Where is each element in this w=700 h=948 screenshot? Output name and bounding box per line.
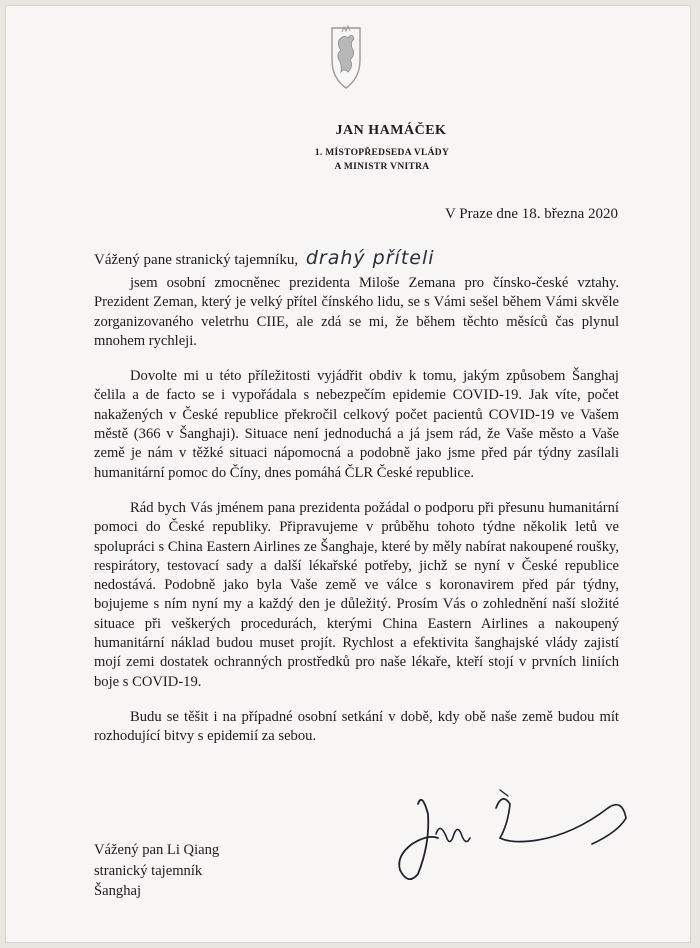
sender-role-line-2: A MINISTR VNITRA xyxy=(334,162,430,172)
recipient-block xyxy=(94,840,219,902)
salutation-text: Vážený pane stranický tajemníku, xyxy=(94,252,299,268)
letter-body xyxy=(94,274,619,763)
paragraph-4: Budu se těšit i na případné osobní setkání v době, kdy obě naše země budou mít rozhodující bitvy s epidemií za sebou. xyxy=(94,708,619,745)
salutation xyxy=(94,247,435,269)
handwritten-signature xyxy=(378,774,636,894)
paragraph-2: Dovolte mi u této příležitosti vyjádřit obdiv k tomu, jakým způsobem Šanghaj čelila a de facto se i vypořádala s nebezpečím epidemie COVID-19. Jak víte, počet nakažených v České republice překročil celkový počet pacientů COVID-19 ve Vašem městě (366 v Šanghaji). Situace není jednoduchá a já jsem rád, že Vaše město a Vaše země je nám v těžké situaci nápomocná a podobně jako jsme před pár týdny zasílali humanitární pomoc do Číny, dnes pomáhá ČLR České republice. xyxy=(94,368,619,481)
czech-lion-emblem-icon xyxy=(326,20,366,92)
sender-name: JAN HAMÁČEK xyxy=(335,123,447,138)
sender-role-line-1: 1. MÍSTOPŘEDSEDA VLÁDY xyxy=(314,148,450,158)
sender-role xyxy=(276,146,488,174)
recipient-name: Vážený pan Li Qiang xyxy=(94,842,220,858)
letter-date: V Praze dne 18. března 2020 xyxy=(445,206,618,222)
recipient-title: stranický tajemník xyxy=(94,862,203,879)
recipient-city: Šanghaj xyxy=(94,883,142,899)
paragraph-3: Rád bych Vás jménem pana prezidenta požádal o podporu při přesunu humanitární pomoci do České republiky. Připravujeme v průběhu tohoto týdne několik letů ve spolupráci s China Eastern Airlines ze Šanghaje, které by měly nabírat nakoupené roušky, respirátory, testovací sady a další lékařské potřeby, jichž se nyní v České republice nedostává. Podobně jako byla Vaše země ve válce s koronavirem před pár týdny, bojujeme s ním nyní my a každý den je důležitý. Prosím Vás o zohlednění naší složité situace při veškerých procedurách, kterými China Eastern Airlines a nakoupený humanitární náklad budou muset projít. Rychlost a efektivita šanghajské vlády zajistí mojí zemi dostatek ochranných prostředků pro naše lékaře, kteří stojí v prvních liniích boje s COVID-19. xyxy=(94,499,619,690)
paragraph-1: jsem osobní zmocněnec prezidenta Miloše Zemana pro čínsko-české vztahy. Prezident Zeman, který je velký přítel čínského lidu, se s Vámi sešel během Vámi skvěle zorganizovaného veletrhu CIIE, ale zdá se mi, že během těchto měsíců čas plynul mnohem rychleji. xyxy=(94,275,619,349)
letter-page xyxy=(6,6,690,942)
handwritten-greeting: drahý příteli xyxy=(305,247,435,269)
